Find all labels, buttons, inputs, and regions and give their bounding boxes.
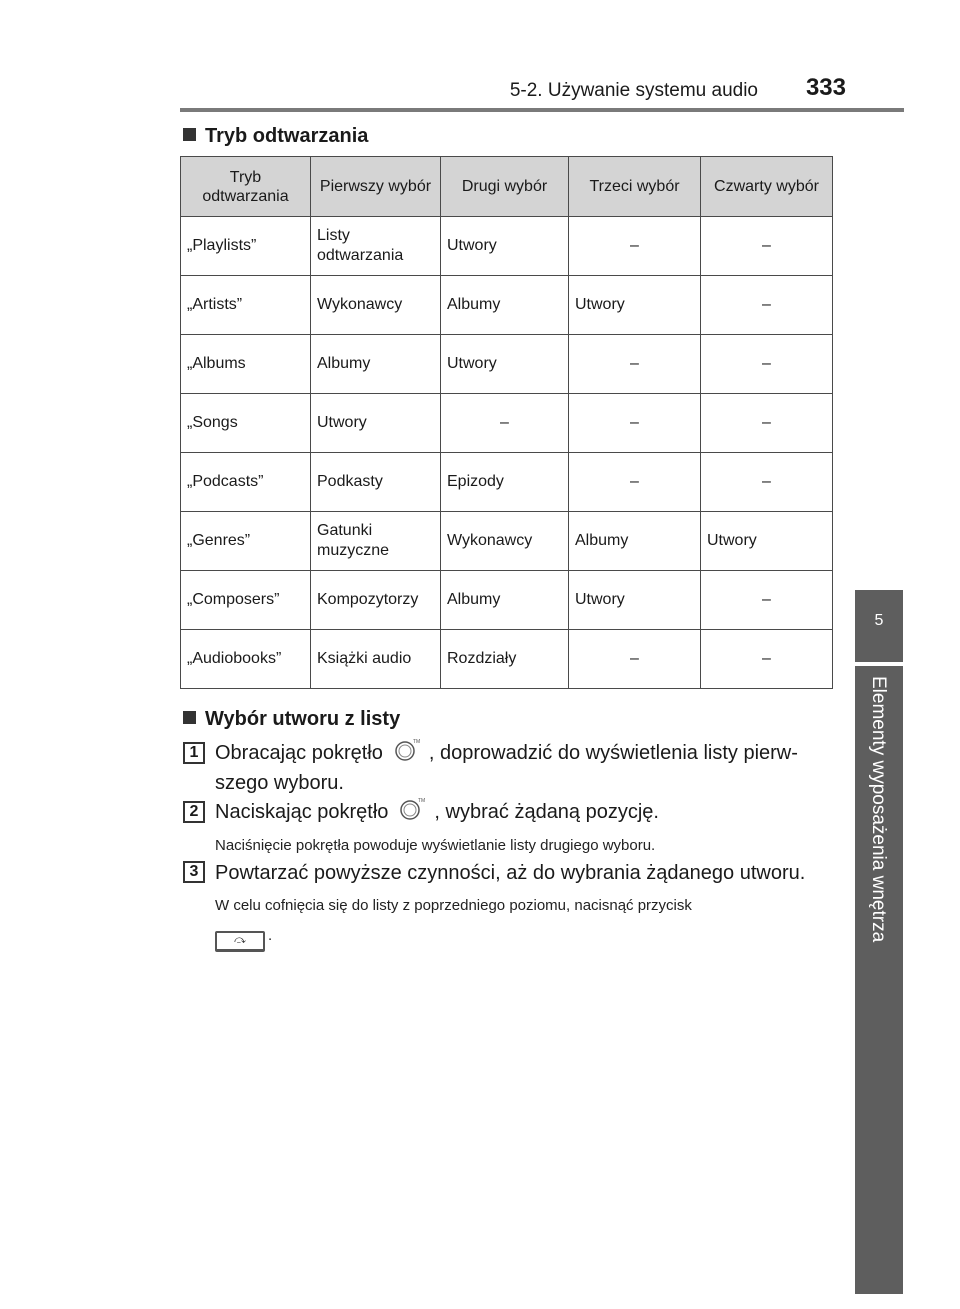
table-cell: Wykonawcy [311, 276, 441, 335]
header-section-title: 5-2. Używanie systemu audio [509, 80, 758, 101]
section-heading-playback-mode [183, 125, 368, 148]
knob-icon [395, 739, 421, 759]
table-row [181, 394, 833, 453]
svg-text:TM: TM [418, 798, 426, 804]
table-cell: – [441, 394, 569, 453]
table-cell: „Audiobooks” [181, 630, 311, 689]
table-header-row [181, 157, 833, 217]
table-cell: – [701, 630, 833, 689]
table-column-header: Drugi wybór [441, 157, 569, 217]
table-cell: „Artists” [181, 276, 311, 335]
header-rule [180, 108, 904, 112]
step-number-3: 3 [183, 861, 205, 883]
table-cell: Utwory [441, 217, 569, 276]
playback-mode-table [180, 156, 833, 689]
table-cell: – [569, 394, 701, 453]
section-heading-text: Tryb odtwarzania [205, 125, 369, 147]
step-number-2: 2 [183, 801, 205, 823]
step-2-text-before: Naciskając pokrętło [215, 801, 389, 823]
chapter-title: Elementy wyposażenia wnętrza [868, 676, 889, 943]
table-cell: – [701, 335, 833, 394]
step-1-text-before: Obracając pokrętło [215, 742, 383, 764]
table-cell: Epizody [441, 453, 569, 512]
step-2-note: Naciśnięcie pokrętła powoduje wyświetlanie listy drugiego wyboru. [215, 837, 656, 854]
table-cell: Utwory [569, 276, 701, 335]
step-1-text-after: , doprowadzić do wyświetlenia listy pierw- [428, 742, 798, 764]
chapter-tab-label [855, 666, 903, 1294]
table-body [181, 217, 833, 689]
table-cell: Rozdziały [441, 630, 569, 689]
table-cell: – [569, 453, 701, 512]
section-heading-text: Wybór utworu z listy [205, 708, 401, 730]
step-3-text: Powtarzać powyższe czynności, aż do wybrania żądanego utworu. [215, 862, 806, 884]
table-cell: – [701, 276, 833, 335]
table-column-header: Tryb odtwarzania [181, 157, 311, 217]
table-cell: Wykonawcy [441, 512, 569, 571]
table-cell: Kompozytorzy [311, 571, 441, 630]
step-3-note-line2 [215, 921, 833, 952]
table-cell: Gatunki muzyczne [311, 512, 441, 571]
table-row [181, 453, 833, 512]
table-row [181, 276, 833, 335]
table-row [181, 512, 833, 571]
square-bullet-icon [183, 711, 196, 724]
step-3-note-end: . [268, 927, 273, 944]
table-cell: Utwory [701, 512, 833, 571]
page-number: 333 [805, 74, 846, 101]
table-cell: – [701, 571, 833, 630]
table-row [181, 571, 833, 630]
table-cell: Utwory [569, 571, 701, 630]
step-1-text-line2: szego wyboru. [215, 772, 344, 794]
step-2-text [215, 797, 833, 827]
table-cell: – [569, 217, 701, 276]
table-cell: Albumy [441, 276, 569, 335]
table-cell: „Podcasts” [181, 453, 311, 512]
table-cell: Książki audio [311, 630, 441, 689]
step-2-text-after: , wybrać żądaną pozycję. [434, 801, 659, 823]
back-button-icon: ⤼ [215, 931, 265, 952]
table-cell: „Genres” [181, 512, 311, 571]
table-cell: „Songs [181, 394, 311, 453]
chapter-number: 5 [874, 612, 884, 629]
page-header [180, 72, 904, 112]
table-cell: „Playlists” [181, 217, 311, 276]
section-heading-track-selection [183, 708, 400, 731]
table-cell: Podkasty [311, 453, 441, 512]
square-bullet-icon [183, 128, 196, 141]
table-cell: – [569, 335, 701, 394]
table-cell: Albumy [569, 512, 701, 571]
table-row [181, 630, 833, 689]
table-cell: Utwory [311, 394, 441, 453]
knob-icon [400, 798, 426, 818]
step-number-1: 1 [183, 742, 205, 764]
table-column-header: Czwarty wybór [701, 157, 833, 217]
table-cell: – [701, 217, 833, 276]
chapter-tab-number [855, 590, 903, 662]
table-cell: Utwory [441, 335, 569, 394]
table-cell: Albumy [311, 335, 441, 394]
table-cell: – [701, 453, 833, 512]
table-row [181, 217, 833, 276]
table-cell: Listy odtwarzania [311, 217, 441, 276]
table-cell: Albumy [441, 571, 569, 630]
table-column-header: Trzeci wybór [569, 157, 701, 217]
table-cell: – [701, 394, 833, 453]
table-cell: „Albums [181, 335, 311, 394]
step-1-text [215, 738, 833, 798]
table-cell: „Composers” [181, 571, 311, 630]
table-row [181, 335, 833, 394]
step-3-note [215, 891, 833, 921]
table-column-header: Pierwszy wybór [311, 157, 441, 217]
step-3-note-text: W celu cofnięcia się do listy z poprzedniego poziomu, nacisnąć przycisk [215, 897, 692, 914]
table-cell: – [569, 630, 701, 689]
svg-text:TM: TM [412, 739, 421, 745]
